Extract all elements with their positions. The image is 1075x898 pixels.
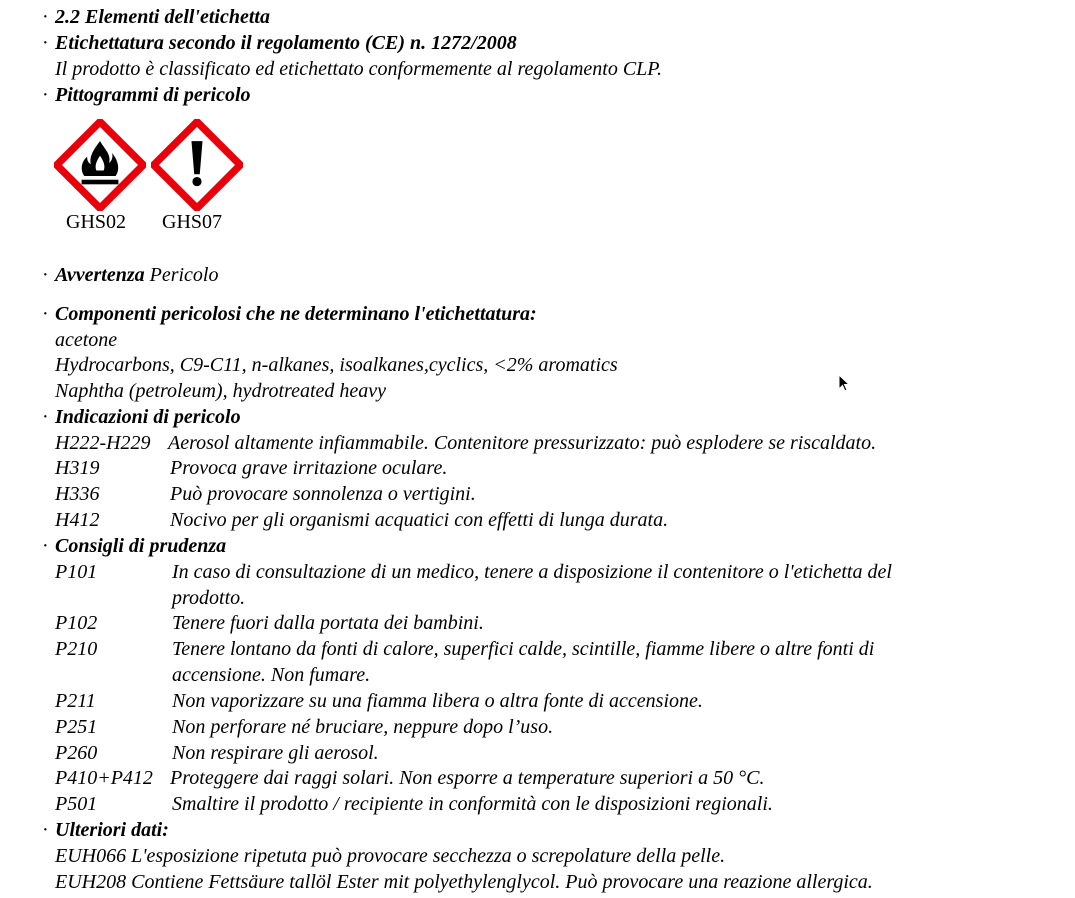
hazard-code: H412 xyxy=(55,509,100,531)
bullet: · xyxy=(42,264,49,286)
bullet: · xyxy=(42,84,49,106)
precaution-code: P102 xyxy=(55,612,98,634)
hazard-code: H222-H229 xyxy=(55,432,151,454)
component-text: Naphtha (petroleum), hydrotreated heavy xyxy=(55,380,387,402)
hazard-heading: Indicazioni di pericolo xyxy=(55,406,241,428)
precaution-text: Non vaporizzare su una fiamma libera o altra fonte di accensione. xyxy=(172,690,703,712)
precaution-code: P210 xyxy=(55,638,98,660)
bullet: · xyxy=(42,406,49,428)
further-text: Contiene Fettsäure tallöl Ester mit polyethylenglycol. Può provocare una reazione allergica. xyxy=(131,871,873,893)
bullet: · xyxy=(42,32,49,54)
component-text: Hydrocarbons, C9-C11, n-alkanes, isoalkanes,cyclics, <2% aromatics xyxy=(55,354,618,376)
precaution-text-continued: accensione. Non fumare. xyxy=(172,664,371,686)
precaution-text: Tenere fuori dalla portata dei bambini. xyxy=(172,612,484,634)
pictograms-heading: Pittogrammi di pericolo xyxy=(55,84,251,106)
labelling-heading: Etichettatura secondo il regolamento (CE) n. 1272/2008 xyxy=(55,32,517,54)
signal-heading: Avvertenza xyxy=(55,264,145,286)
precaution-code: P410+P412 xyxy=(55,767,153,789)
precaution-code: P251 xyxy=(55,716,98,738)
precaution-text: Non respirare gli aerosol. xyxy=(172,742,379,764)
further-heading: Ulteriori dati: xyxy=(55,819,169,841)
precaution-code: P101 xyxy=(55,561,98,583)
further-text: L'esposizione ripetuta può provocare secchezza o screpolature della pelle. xyxy=(131,845,726,867)
precaution-text: Tenere lontano da fonti di calore, superfici calde, scintille, fiamme libere o altre fonti di xyxy=(172,638,875,660)
bullet: · xyxy=(42,6,49,28)
hazard-text: Nocivo per gli organismi acquatici con effetti di lunga durata. xyxy=(170,509,669,531)
signal-word: Pericolo xyxy=(149,264,219,286)
component-text: acetone xyxy=(55,329,118,351)
hazard-code: H336 xyxy=(55,483,100,505)
precaution-code: P501 xyxy=(55,793,98,815)
hazard-text: Può provocare sonnolenza o vertigini. xyxy=(170,483,476,505)
bullet: · xyxy=(42,303,49,325)
precaution-heading: Consigli di prudenza xyxy=(55,535,227,557)
precaution-text-continued: prodotto. xyxy=(172,587,246,609)
further-code: EUH208 xyxy=(55,871,127,893)
section-heading: 2.2 Elementi dell'etichetta xyxy=(55,6,270,28)
further-code: EUH066 xyxy=(55,845,127,867)
hazard-text: Aerosol altamente infiammabile. Contenitore pressurizzato: può esplodere se riscaldato. xyxy=(168,432,877,454)
precaution-text: Proteggere dai raggi solari. Non esporre a temperature superiori a 50 °C. xyxy=(170,767,765,789)
flame-icon xyxy=(54,119,146,211)
precaution-text: In caso di consultazione di un medico, tenere a disposizione il contenitore o l'etichetta del xyxy=(172,561,892,583)
bullet: · xyxy=(42,819,49,841)
mouse-cursor-icon xyxy=(838,374,850,392)
bullet: · xyxy=(42,535,49,557)
precaution-code: P211 xyxy=(55,690,96,712)
labelling-text: Il prodotto è classificato ed etichettato conformemente al regolamento CLP. xyxy=(55,58,662,80)
ghs07-label: GHS07 xyxy=(162,211,223,233)
hazard-code: H319 xyxy=(55,457,100,479)
precaution-text: Smaltire il prodotto / recipiente in conformità con le disposizioni regionali. xyxy=(172,793,773,815)
hazard-text: Provoca grave irritazione oculare. xyxy=(170,457,448,479)
components-heading: Componenti pericolosi che ne determinano l'etichettatura: xyxy=(55,303,537,325)
precaution-text: Non perforare né bruciare, neppure dopo l’uso. xyxy=(172,716,554,738)
precaution-code: P260 xyxy=(55,742,98,764)
exclamation-icon xyxy=(151,119,243,211)
ghs02-label: GHS02 xyxy=(66,211,127,233)
